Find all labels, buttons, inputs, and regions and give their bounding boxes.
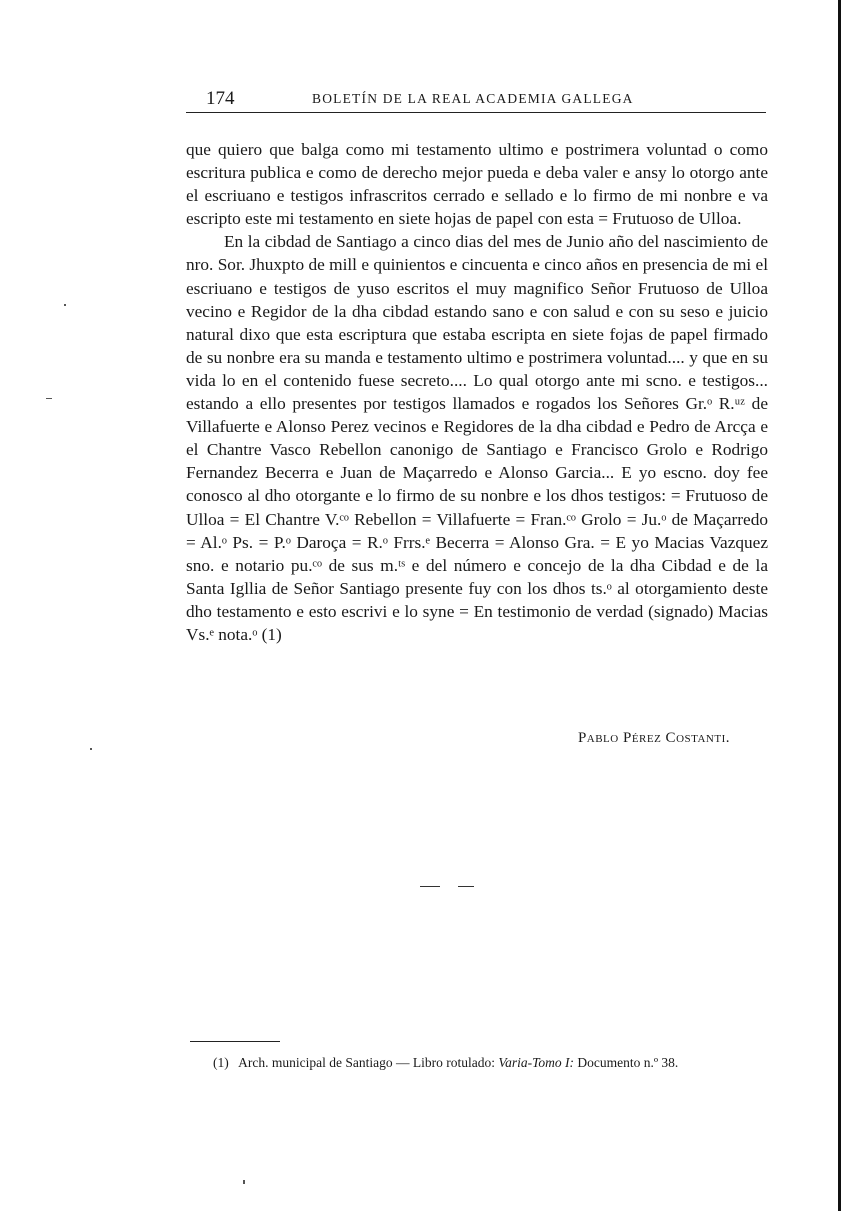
- author-signature: Pablo Pérez Costanti.: [577, 730, 730, 746]
- footnote: [213, 1055, 773, 1071]
- section-separator-right: [458, 886, 474, 887]
- footnote-text-end: Documento n.º 38.: [577, 1055, 679, 1070]
- scan-speck: [243, 1180, 245, 1184]
- scan-speck: [90, 748, 92, 750]
- page-edge-shadow: [838, 0, 841, 1211]
- footnote-text: Arch. municipal de Santiago — Libro rotulado:: [238, 1055, 495, 1070]
- body-text: [186, 138, 768, 646]
- footnote-italic-title: Varia-Tomo I:: [498, 1055, 574, 1070]
- scan-speck: [64, 304, 66, 306]
- scan-speck: [46, 398, 52, 399]
- section-separator-left: [420, 886, 440, 887]
- footnote-rule: [190, 1041, 280, 1042]
- header-rule: [186, 112, 766, 113]
- paragraph-notarial-act: En la cibdad de Santiago a cinco dias del mes de Junio año del nascimiento de nro. Sor. Jhuxpto de mill e quinientos e cincuenta e cinco años en presencia de mi el escriuano e testigos de yuso escritos el muy magnifico Señor Frutuoso de Ulloa vecino e Regidor de la dha cibdad estando sano e con salud e con su seso e juicio natural dixo que esta escriptura que estaba escripta en siete fojas de papel firmado de su nonbre era su manda e testamento ultimo e postrimera voluntad.... y que en su vida lo en el contenido fuese secreto.... Lo qual otorgo ante mi scno. e testigos... estando a ello presentes por testigos llamados e rogados los Señores Gr.ᵒ R.ᵘᶻ de Villafuerte e Alonso Perez vecinos e Regidores de la dha cibdad e Pedro de Arcça e el Chantre Vasco Rebellon canonigo de Santiago e Francisco Grolo e Rodrigo Fernandez Becerra e Juan de Maçarredo e Alonso Garcia... E yo escno. doy fee conosco al dho otorgante e lo firmo de su nonbre e los dhos testigos: = Frutuoso de Ulloa = El Chantre V.ᶜᵒ Rebellon = Villafuerte = Fran.ᶜᵒ Grolo = Ju.ᵒ de Maçarredo = Al.ᵒ Ps. = P.ᵒ Daroça = R.ᵒ Frrs.ᵉ Becerra = Alonso Gra. = E yo Macias Vazquez sno. e notario pu.ᶜᵒ de sus m.ᵗˢ e del número e concejo de la dha Cibdad e de la Santa Igllia de Señor Santiago presente fuy con los dhos ts.ᵒ al otorgamiento deste dho testamento e esto escrivi e lo syne = En testimonio de verdad (signado) Macias Vs.ᵉ nota.ᵒ (1): [186, 232, 768, 644]
- running-title: BOLETÍN DE LA REAL ACADEMIA GALLEGA: [312, 91, 634, 106]
- footnote-marker: (1): [213, 1055, 229, 1070]
- paragraph-will-closing: que quiero que balga como mi testamento ultimo e postrimera voluntad o como escritura publica e como de derecho mejor pueda e deba valer e ansy lo otorgo ante el escriuano e testigos infrascritos cerrado e sellado e lo firmo de mi nonbre e va escripto este mi testamento en siete hojas de papel con esta = Frutuoso de Ulloa.: [186, 140, 768, 229]
- page-header: [200, 86, 766, 110]
- page-number: 174: [206, 88, 235, 109]
